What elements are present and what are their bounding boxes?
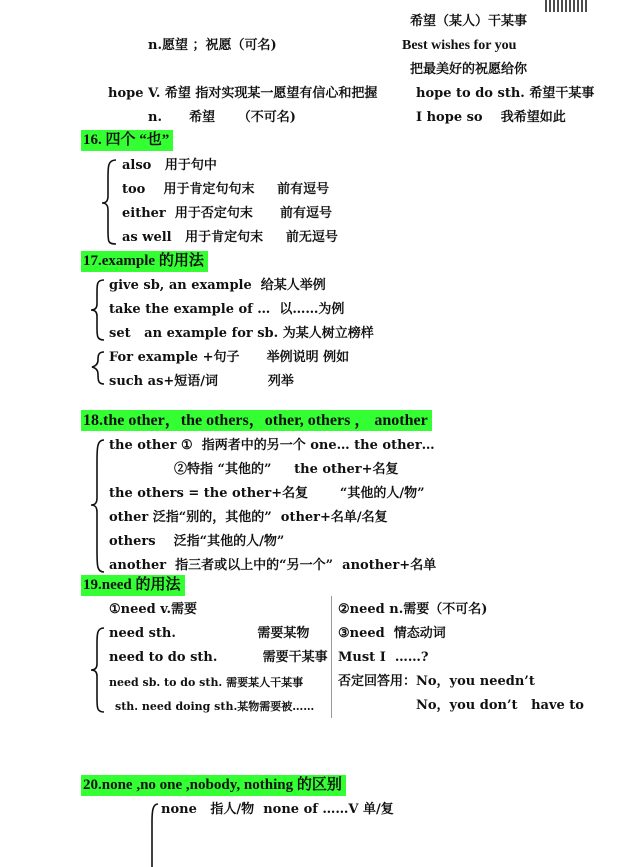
section-17-item-3: set an example for sb. 为某人树立榜样	[109, 326, 374, 341]
section-18-item-4: other 泛指“别的，其他的” other+名单/名复	[109, 510, 388, 525]
top-right-line-2: Best wishes for you	[402, 38, 517, 53]
section-20-brace	[146, 800, 162, 867]
section-17-heading: 17.example 的用法	[81, 251, 208, 272]
section-19-left-item-4: sth. need doing sth.某物需要被……	[115, 700, 315, 713]
section-19-divider	[331, 596, 332, 718]
section-18-item-1: the other ① 指两者中的另一个 one… the other…	[109, 438, 435, 453]
section-16-heading: 16. 四个 “也”	[81, 130, 173, 151]
section-20-item-1: none 指人/物 none of ……V 单/复	[161, 802, 394, 817]
section-19-left-item-2: need to do sth. 需要干某事	[109, 650, 328, 665]
section-19-right-item-1: ②need n.需要（不可名)	[338, 602, 488, 617]
section-16-item-1: also 用于句中	[122, 158, 217, 173]
section-17-item-1: give sb, an example 给某人举例	[109, 278, 326, 293]
section-19-left-item-3: need sb. to do sth. 需要某人干某事	[109, 676, 304, 689]
section-20-heading: 20.none ,no one ,nobody, nothing 的区别	[81, 775, 346, 796]
section-19-right-item-5: No，you don’t have to	[416, 698, 584, 713]
section-16-brace	[102, 158, 122, 248]
top-right-line-3: 把最美好的祝愿给你	[410, 62, 528, 77]
top-right-line-1: 希望（某人）干某事	[410, 14, 528, 29]
section-16-item-4: as well 用于肯定句末 前无逗号	[122, 230, 338, 245]
section-18-item-3: the others = the other+名复 “其他的人/物”	[109, 486, 425, 501]
top-left-line-2: n.愿望 ；祝愿（可名)	[148, 38, 277, 53]
qr-code-icon	[545, 0, 589, 12]
section-17-item-5: such as+短语/词 列举	[109, 374, 294, 389]
section-18-brace	[90, 438, 110, 574]
section-17-item-2: take the example of … 以……为例	[109, 302, 345, 317]
section-19-right-item-4: 否定回答用：No，you needn’t	[338, 674, 535, 689]
section-17-brace-1	[90, 278, 110, 342]
top-left-line-4: hope V. 希望 指对实现某一愿望有信心和把握	[108, 86, 378, 101]
section-16-item-3: either 用于否定句末 前有逗号	[122, 206, 332, 221]
top-right-line-5: I hope so 我希望如此	[416, 110, 566, 125]
section-17-item-4: For example +句子 举例说明 例如	[109, 350, 350, 365]
section-19-right-item-2: ③need 情态动词	[338, 626, 446, 641]
top-left-line-5: n. 希望 （不可名)	[148, 110, 296, 125]
section-17-brace-2	[90, 350, 110, 386]
section-19-left-item-1: need sth. 需要某物	[109, 626, 310, 641]
section-19-left-title: ①need v.需要	[109, 602, 198, 617]
section-19-right-item-3: Must I ……?	[338, 650, 429, 665]
section-18-heading: 18.the other，the others，other, others ， another	[81, 410, 432, 431]
top-right-line-4: hope to do sth. 希望干某事	[416, 86, 595, 101]
section-19-heading: 19.need 的用法	[81, 575, 185, 596]
section-18-item-5: others 泛指“其他的人/物”	[109, 534, 285, 549]
section-18-item-2: ②特指 “其他的” the other+名复	[174, 462, 399, 477]
section-18-item-6: another 指三者或以上中的“另一个” another+名单	[109, 558, 437, 573]
section-16-item-2: too 用于肯定句句末 前有逗号	[122, 182, 330, 197]
section-19-brace	[90, 626, 110, 714]
